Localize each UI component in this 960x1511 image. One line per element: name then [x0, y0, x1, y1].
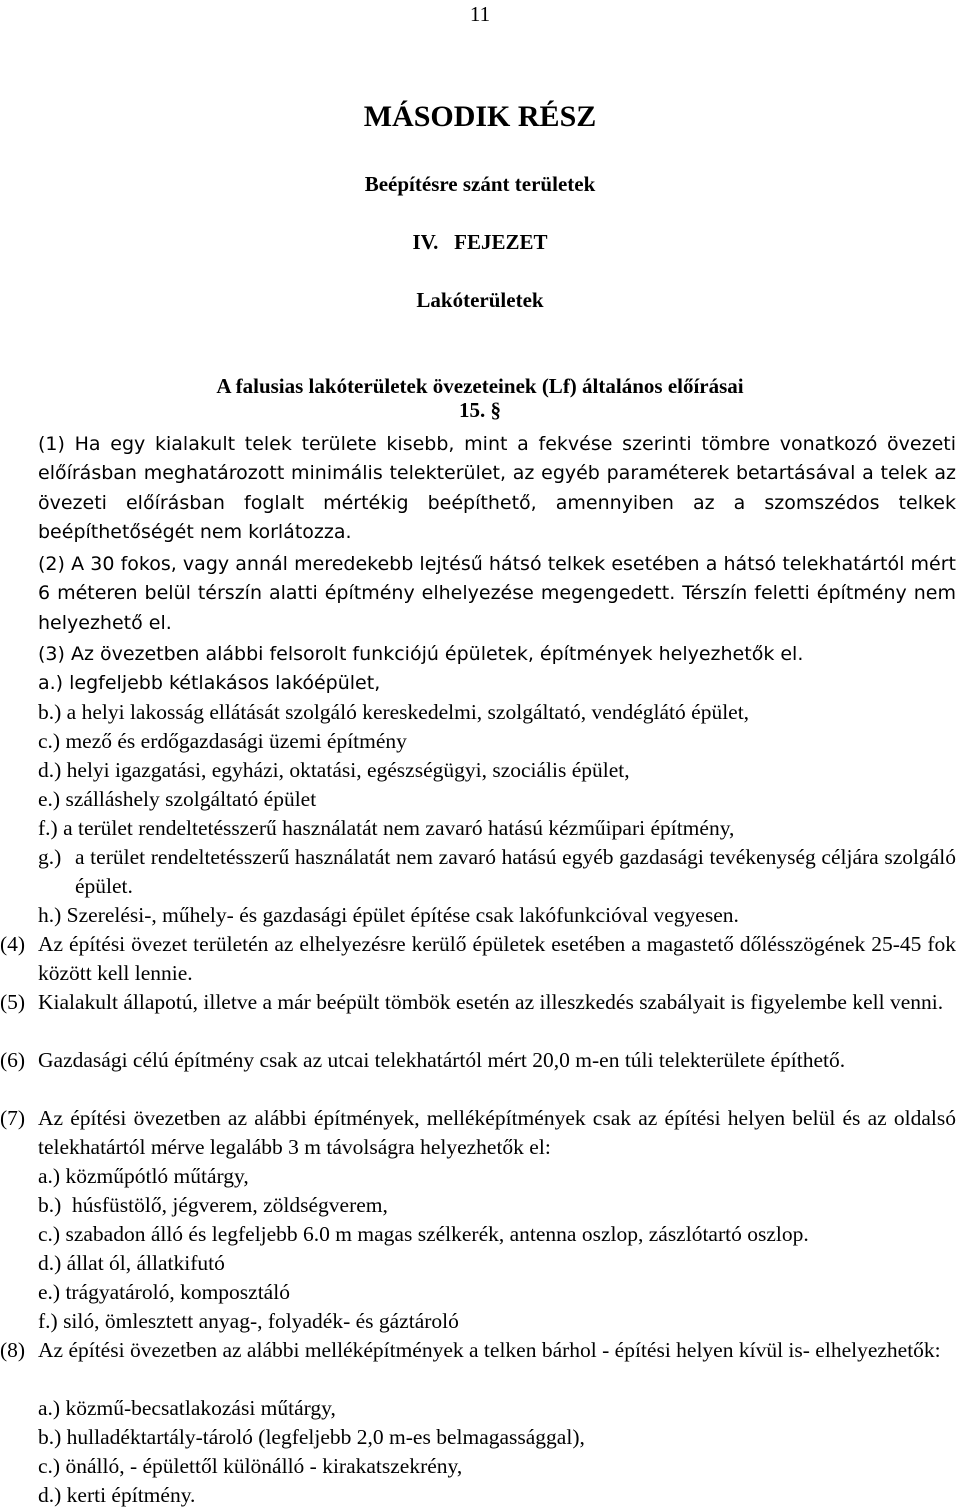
list-item-7a: a.) közműpótló műtárgy,: [38, 1164, 249, 1188]
paragraph-8: [0, 1336, 956, 1365]
list-item-3f: f.) a terület rendeltetésszerű használatát nem zavaró hatású kézműipari építmény,: [38, 816, 735, 840]
paragraph-1: (1) Ha egy kialakult telek területe kisebb, mint a fekvése szerinti tömbre vonatkozó övezeti előírásban meghatározott minimális telekterület, az egyéb paraméterek betartásával a telek az övezeti előírásban foglalt mértékig beépíthető, amennyiben az a szomszédos telkek beépíthetőségét nem korlátozza.: [38, 433, 956, 543]
paragraph-3: (3) Az övezetben alábbi felsorolt funkciójú épületek, építmények helyezhetők el.: [38, 643, 804, 665]
list-item-8c: c.) önálló, - épülettől különálló - kirakatszekrény,: [38, 1454, 463, 1478]
paragraph-number: (7): [0, 1106, 26, 1130]
list-item-8b: b.) hulladéktartály-tároló (legfeljebb 2,0 m-es belmagassággal),: [38, 1425, 585, 1449]
section-title: A falusias lakóterületek övezeteinek (Lf) általános előírásai: [216, 374, 744, 398]
list-item-3a: a.) legfeljebb kétlakásos lakóépület,: [38, 672, 381, 694]
chapter-heading: IV. FEJEZET: [412, 230, 548, 254]
paragraph-4: [0, 930, 956, 989]
list-item-3g: [38, 843, 956, 902]
paragraph-number: (5): [0, 990, 26, 1014]
section-number: 15. §: [459, 398, 501, 422]
list-item-7b: b.) húsfüstölő, jégverem, zöldségverem,: [38, 1193, 388, 1217]
list-item-text: a terület rendeltetésszerű használatát nem zavaró hatású egyéb gazdasági tevékenység céljára szolgáló épület.: [75, 845, 956, 899]
list-item-7e: e.) trágyatároló, komposztáló: [38, 1280, 290, 1304]
paragraph-text: Az építési övezetben az alábbi építmények, melléképítmények csak az építési helyen belül és az oldalsó telekhatártól mérve legalább 3 m távolságra helyezhetők el:: [38, 1106, 956, 1160]
paragraph-7: [0, 1104, 956, 1163]
part-title: MÁSODIK RÉSZ: [363, 100, 597, 133]
list-item-7f: f.) siló, ömlesztett anyag-, folyadék- és gáztároló: [38, 1309, 459, 1333]
paragraph-number: (8): [0, 1338, 26, 1362]
list-item-7c: c.) szabadon álló és legfeljebb 6.0 m magas szélkerék, antenna oszlop, zászlótartó oszlop.: [38, 1222, 809, 1246]
list-item-3d: d.) helyi igazgatási, egyházi, oktatási, egészségügyi, szociális épület,: [38, 758, 630, 782]
page-number: 11: [469, 2, 491, 26]
paragraph-6: [0, 1046, 956, 1075]
chapter-title: Lakóterületek: [416, 288, 544, 312]
paragraph-5: [0, 988, 956, 1017]
paragraph-text: Az építési övezet területén az elhelyezésre kerülő épületek esetében a magastető dőlésszögének 25-45 fok között kell lennie.: [38, 932, 956, 986]
paragraph-2: (2) A 30 fokos, vagy annál meredekebb lejtésű hátsó telkek esetében a hátsó telekhatártól mért 6 méteren belül térszín alatti építmény elhelyezése megengedett. Térszín feletti építmény nem helyezhető el.: [38, 553, 956, 634]
paragraph-text: Gazdasági célú építmény csak az utcai telekhatártól mért 20,0 m-en túli telekterülete építhető.: [38, 1048, 846, 1072]
list-item-7d: d.) állat ól, állatkifutó: [38, 1251, 225, 1275]
paragraph-number: (4): [0, 932, 26, 956]
subtitle: Beépítésre szánt területek: [364, 172, 596, 196]
list-item-label: g.): [38, 845, 62, 869]
list-item-8d: d.) kerti építmény.: [38, 1483, 196, 1507]
paragraph-text: Az építési övezetben az alábbi melléképítmények a telken bárhol - építési helyen kívül is- elhelyezhetők:: [38, 1338, 941, 1362]
paragraph-text: Kialakult állapotú, illetve a már beépült tömbök esetén az illeszkedés szabályait is figyelembe kell venni.: [38, 990, 944, 1014]
list-item-8a: a.) közmű-becsatlakozási műtárgy,: [38, 1396, 336, 1420]
list-item-3e: e.) szálláshely szolgáltató épület: [38, 787, 317, 811]
list-item-3h: h.) Szerelési-, műhely- és gazdasági épület építése csak lakófunkcióval vegyesen.: [38, 903, 739, 927]
list-item-3b: b.) a helyi lakosság ellátását szolgáló kereskedelmi, szolgáltató, vendéglátó épület,: [38, 700, 750, 724]
paragraph-number: (6): [0, 1048, 26, 1072]
list-item-3c: c.) mező és erdőgazdasági üzemi építmény: [38, 729, 407, 753]
